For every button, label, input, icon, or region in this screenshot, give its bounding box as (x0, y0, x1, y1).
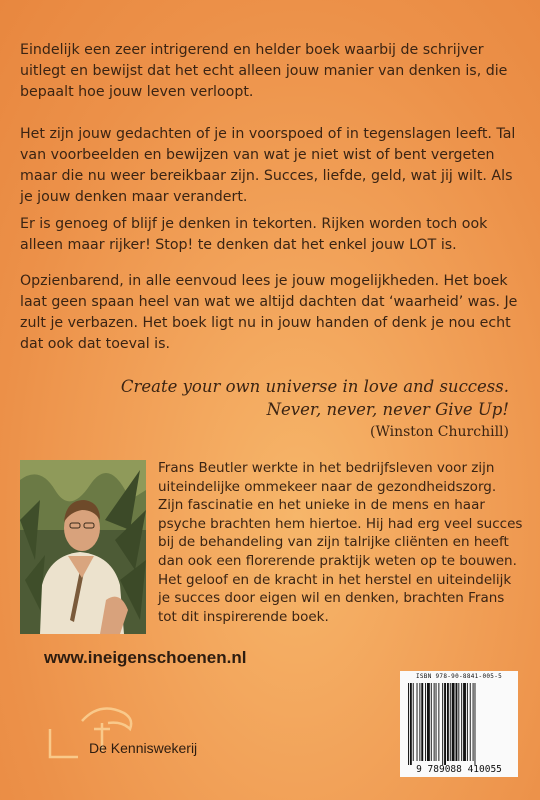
quote-attribution: (Winston Churchill) (370, 424, 509, 440)
author-bio: Frans Beutler werkte in het bedrijfsleven voor zijn uiteindelijke ommekeer naar de gezondheidszorg. Zijn fascinatie en het unieke in de mens en haar psyche brachten hem hiertoe. Hij had erg veel succes bij de behandeling van zijn talrijke cliënten en heeft dan ook een florerende praktijk weten op te bouwen. Het geloof en de kracht in het herstel en uiteindelijk je succes door eigen wil en denken, brachten Frans tot dit inspirerende boek. (158, 460, 523, 625)
barcode-bars (400, 671, 518, 777)
website-link[interactable]: www.ineigenschoenen.nl (44, 648, 247, 667)
author-photo-image (20, 460, 146, 634)
blurb-paragraph-4: Opzienbarend, in alle eenvoud lees je jouw mogelijkheden. Het boek laat geen spaan heel van wat we altijd dachten dat ‘waarheid’ was. Je zult je verbazen. Het boek ligt nu in jouw handen of denk je nou echt dat ook dat toeval is. (20, 273, 518, 352)
barcode-digits: 9 789088 410055 (416, 764, 502, 775)
author-photo (20, 460, 146, 634)
isbn-barcode (400, 671, 518, 777)
isbn-text: ISBN 978-90-8841-005-5 (415, 673, 503, 680)
blurb-paragraph-1: Eindelijk een zeer intrigerend en helder boek waarbij de schrijver uitlegt en bewijst dat het echt alleen jouw manier van denken is, die bepaalt hoe jouw leven verloopt. (20, 42, 508, 100)
blurb-paragraph-3: Er is genoeg of blijf je denken in tekorten. Rijken worden toch ook alleen maar rijker! Stop! te denken dat het enkel jouw LOT is. (20, 216, 488, 253)
quote-line-2: Never, never, never Give Up! (266, 400, 509, 419)
publisher-name: De Kenniswekerij (89, 740, 198, 756)
quote-line-1: Create your own universe in love and success. (120, 377, 509, 396)
blurb-paragraph-2: Het zijn jouw gedachten of je in voorspoed of in tegenslagen leeft. Tal van voorbeelden en bewijzen van wat je niet wist of bent vergeten maar die nu weer bereikbaar zijn. Succes, liefde, geld, wat jij wilt. Als je jouw denken maar verandert. (20, 126, 516, 205)
